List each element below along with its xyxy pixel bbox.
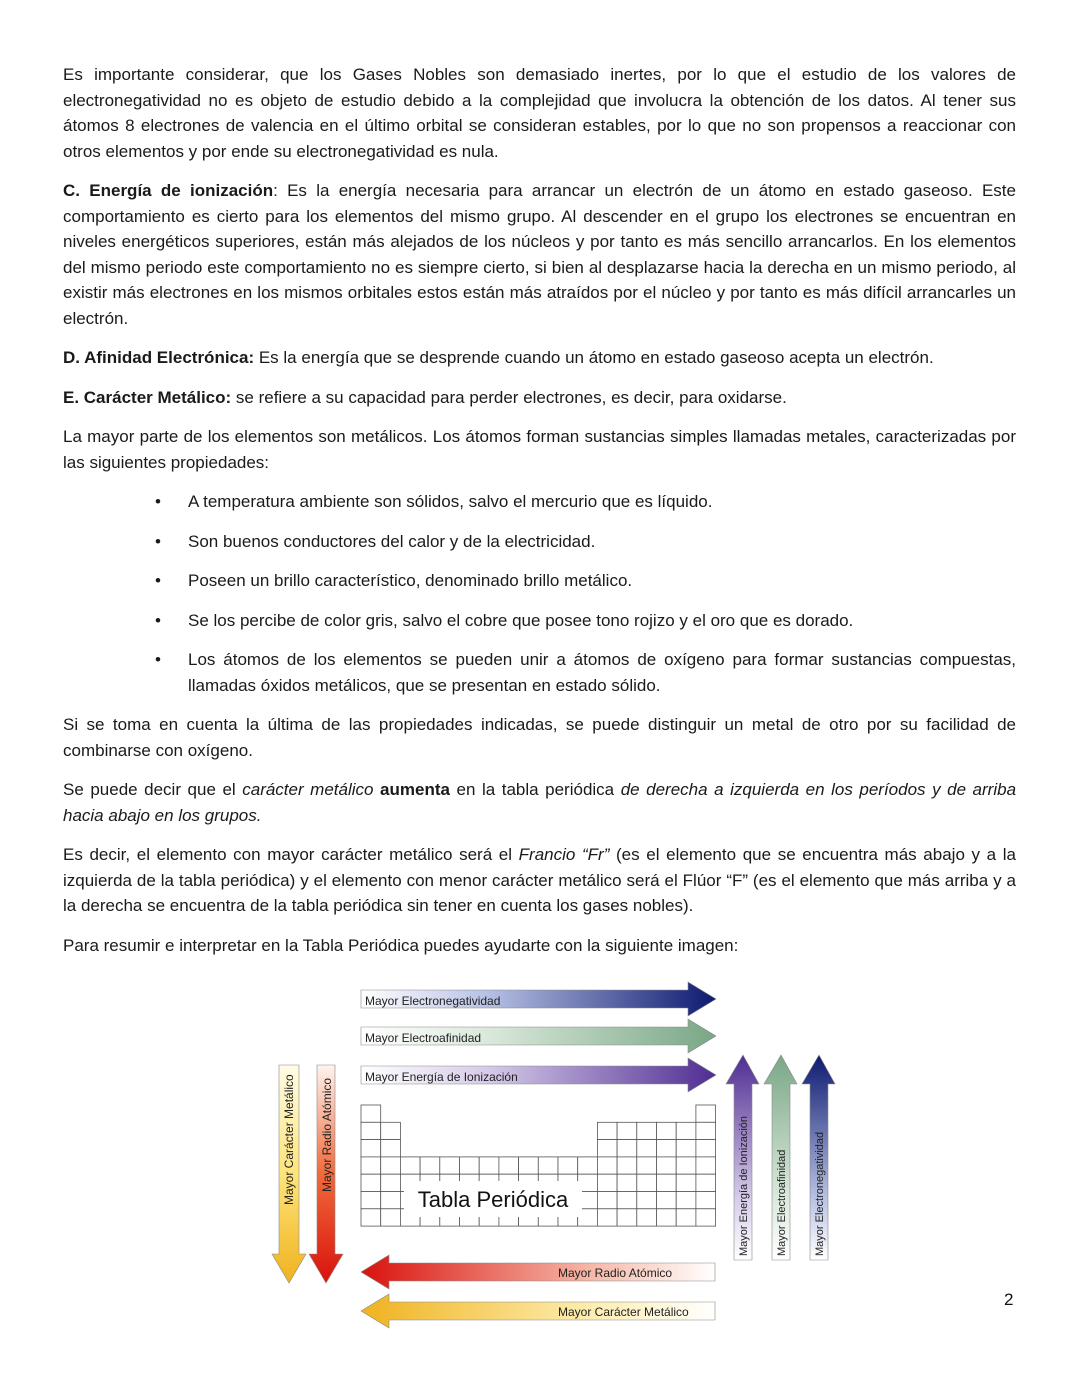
arrow-energia-ionizacion-right [361, 1058, 716, 1092]
table-cell [499, 1157, 519, 1174]
heading-afinidad: D. Afinidad Electrónica: [63, 348, 255, 367]
arrow-label: Mayor Energía de Ionización [365, 1070, 518, 1084]
paragraph-energia-ionizacion: C. Energía de ionización: Es la energía necesaria para arrancar un electrón de un átomo en estado gaseoso. Este comportamiento es cierto para los elementos del mismo grupo. Al descender en el grupo los electrones se encuentran en niveles energéticos superiores, están más alejados de los núcleos y por tanto es más sencillo arrancarlos. En los elementos del mismo periodo este comportamiento no es siempre cierto, si bien al desplazarse hacia la derecha en un mismo periodo, al existir más electrones en los mismos orbitales estos están más atraídos por el núcleo y por tanto es más difícil arrancarles un electrón. [63, 181, 1016, 328]
table-cell [361, 1192, 381, 1209]
heading-caracter-metalico: E. Carácter Metálico: [63, 387, 232, 407]
paragraph-caracter-metalico: E. Carácter Metálico: se refiere a su capacidad para perder electrones, es decir, para oxidarse. [63, 387, 787, 407]
list-item: • Son buenos conductores del calor y de la electricidad. [63, 529, 1016, 555]
arrow-caracter-metalico-left [361, 1294, 715, 1328]
table-cell [696, 1174, 716, 1191]
table-cell [597, 1122, 617, 1139]
table-cell [597, 1140, 617, 1157]
table-cell [657, 1192, 677, 1209]
table-label: Tabla Periódica [417, 1187, 569, 1212]
arrow-electroafinidad-up [764, 1055, 797, 1260]
paragraph-resumir: Para resumir e interpretar en la Tabla Periódica puedes ayudarte con la siguiente imagen: [63, 935, 739, 955]
arrow-label: Mayor Carácter Metálico [558, 1305, 689, 1319]
table-cell [676, 1122, 696, 1139]
table-cell [400, 1157, 420, 1174]
table-cell [361, 1157, 381, 1174]
table-cell [617, 1122, 637, 1139]
table-cell [440, 1157, 460, 1174]
list-item: • Se los percibe de color gris, salvo el cobre que posee tono rojizo y el oro que es dorado. [63, 608, 1016, 634]
table-cell [381, 1209, 401, 1226]
table-cell [381, 1174, 401, 1191]
arrow-caracter-metalico-down [272, 1065, 306, 1283]
arrow-label: Mayor Carácter Metálico [282, 1074, 296, 1205]
arrow-label: Mayor Energía de Ionización [738, 1115, 750, 1256]
table-cell [696, 1209, 716, 1226]
table-cell [597, 1209, 617, 1226]
table-cell [381, 1140, 401, 1157]
arrow-radio-atomico-left [361, 1255, 715, 1289]
table-cell [676, 1209, 696, 1226]
arrow-radio-atomico-down [309, 1065, 343, 1283]
paragraph-metales: La mayor parte de los elementos son metálicos. Los átomos forman sustancias simples llamadas metales, caracterizadas por las siguientes propiedades: [63, 427, 1016, 472]
arrow-electronegatividad-right [361, 982, 716, 1016]
table-cell [617, 1157, 637, 1174]
table-cell [657, 1122, 677, 1139]
table-cell [479, 1157, 499, 1174]
table-cell [696, 1105, 716, 1122]
paragraph-afinidad: D. Afinidad Electrónica: Es la energía que se desprende cuando un átomo en estado gaseoso acepta un electrón. [63, 348, 934, 367]
table-cell [617, 1174, 637, 1191]
table-cell [617, 1209, 637, 1226]
table-cell [696, 1122, 716, 1139]
table-cell [361, 1140, 381, 1157]
table-cell [538, 1157, 558, 1174]
table-cell [696, 1192, 716, 1209]
table-cell [361, 1105, 381, 1122]
table-cell [420, 1157, 440, 1174]
table-cell [578, 1157, 598, 1174]
arrow-electronegatividad-up [802, 1055, 835, 1260]
paragraph-francio: Es decir, el elemento con mayor carácter metálico será el Francio “Fr” (es el elemento que se encuentra más abajo y a la izquierda de la tabla periódica) y el elemento con menor carácter metálico será el Flúor “F” (es el elemento que más arriba y a la derecha se encuentra de la tabla periódica sin tener en cuenta los gases nobles). [63, 845, 1016, 915]
table-cell [597, 1174, 617, 1191]
list-item: • Poseen un brillo característico, denominado brillo metálico. [63, 568, 1016, 594]
arrow-label: Mayor Electronegatividad [814, 1131, 826, 1256]
table-cell [381, 1192, 401, 1209]
arrow-energia-ionizacion-up [726, 1055, 759, 1260]
table-cell [657, 1157, 677, 1174]
table-cell [657, 1174, 677, 1191]
table-cell [676, 1174, 696, 1191]
table-cell [558, 1157, 578, 1174]
table-cell [676, 1192, 696, 1209]
table-cell [519, 1157, 539, 1174]
list-item: • Los átomos de los elementos se pueden unir a átomos de oxígeno para formar sustancias compuestas, llamadas óxidos metálicos, que se presentan en estado sólido. [63, 647, 1016, 698]
arrow-electroafinidad-right [361, 1019, 716, 1053]
arrow-label: Mayor Electroafinidad [365, 1031, 482, 1045]
page-number: 2 [1004, 1290, 1014, 1309]
table-cell [361, 1122, 381, 1139]
table-cell [597, 1192, 617, 1209]
table-cell [460, 1157, 480, 1174]
table-cell [617, 1192, 637, 1209]
table-cell [637, 1157, 657, 1174]
heading-energia-ionizacion: C. Energía de ionización [63, 181, 274, 200]
table-cell [637, 1122, 657, 1139]
paragraph-aumenta: Se puede decir que el carácter metálico aumenta en la tabla periódica de derecha a izquierda en los períodos y de arriba hacia abajo en los grupos. [63, 780, 1017, 825]
table-cell [597, 1157, 617, 1174]
list-item: • A temperatura ambiente son sólidos, salvo el mercurio que es líquido. [63, 489, 1016, 515]
arrow-label: Mayor Electronegatividad [365, 994, 501, 1008]
paragraph-ultima-propiedad: Si se toma en cuenta la última de las propiedades indicadas, se puede distinguir un metal de otro por su facilidad de combinarse con oxígeno. [63, 715, 1016, 760]
table-cell [696, 1157, 716, 1174]
table-cell [637, 1192, 657, 1209]
table-cell [381, 1157, 401, 1174]
arrow-label: Mayor Electroafinidad [776, 1149, 788, 1256]
arrow-label: Mayor Radio Atómico [320, 1077, 334, 1192]
table-cell [361, 1209, 381, 1226]
table-cell [637, 1174, 657, 1191]
table-cell [676, 1157, 696, 1174]
table-cell [361, 1174, 381, 1191]
table-cell [637, 1209, 657, 1226]
table-cell [637, 1140, 657, 1157]
table-cell [676, 1140, 696, 1157]
arrow-label: Mayor Radio Atómico [558, 1266, 673, 1280]
paragraph-gases-nobles: Es importante considerar, que los Gases Nobles son demasiado inertes, por lo que el estudio de los valores de electronegatividad no es objeto de estudio debido a la complejidad que involucra la obtención de los datos. Al tener sus átomos 8 electrones de valencia en el último orbital se consideran estables, por lo que no son propensos a reaccionar con otros elementos y por ende su electronegatividad es nula. [63, 65, 1016, 161]
table-cell [381, 1122, 401, 1139]
table-cell [617, 1140, 637, 1157]
table-cell [657, 1140, 677, 1157]
table-cell [657, 1209, 677, 1226]
table-cell [696, 1140, 716, 1157]
